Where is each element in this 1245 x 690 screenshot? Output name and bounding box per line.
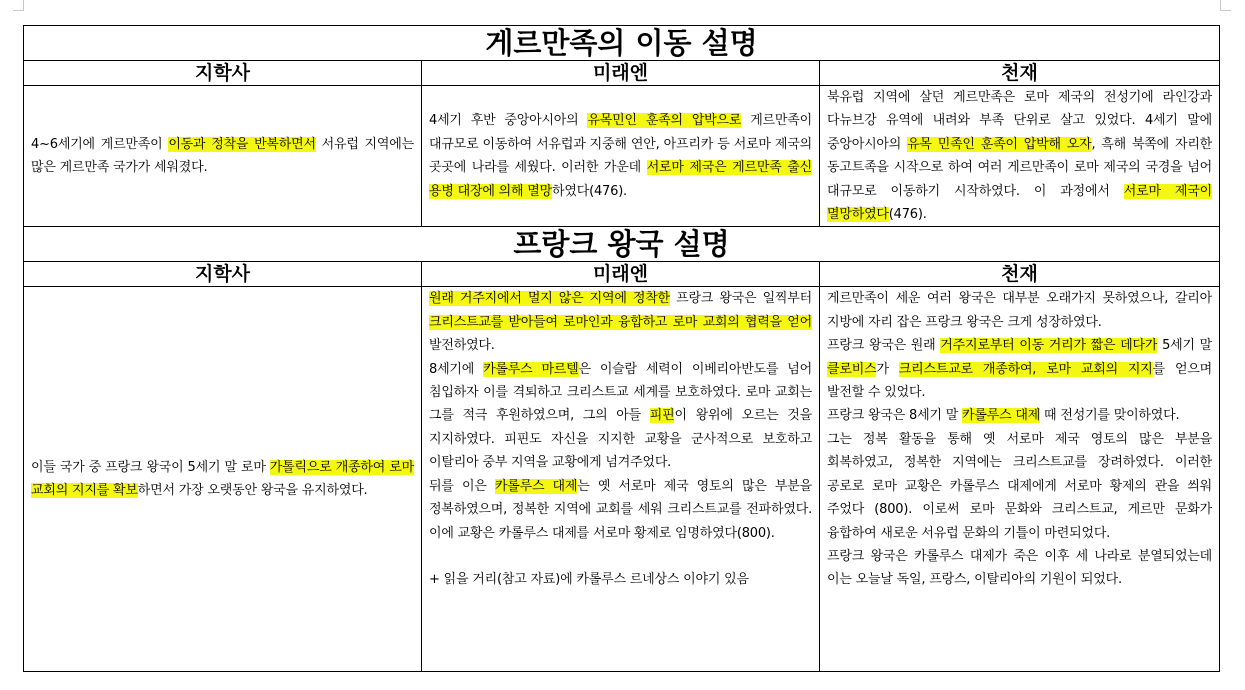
highlighted-text: 서로마 제국이 멸망하였다 <box>827 183 1213 223</box>
text-run: 프랑크 왕국은 일찍부터 <box>669 291 812 307</box>
text-run: 게르만족이 대규모로 이동하여 서유럽과 지중해 연안, 아프리카 등 서로마 제국의 곳곳에 나라를 세웠다. 이러한 가운데 <box>429 113 812 176</box>
highlighted-text: 피핀 <box>649 408 675 424</box>
text-cell-miraen <box>422 287 820 672</box>
column-header-cheonjae: 천재 <box>820 262 1220 287</box>
text-cell-jihaksa <box>24 287 422 672</box>
section-title-frankish-kingdom: 프랑크 왕국 설명 <box>24 227 1220 262</box>
text-run: (476). <box>888 207 927 223</box>
page-corner-mark <box>1220 0 1231 11</box>
text-run: 하면서 가장 오랫동안 왕국을 유지하였다. <box>137 483 368 499</box>
column-header-jihaksa: 지학사 <box>24 262 422 287</box>
text-run: 를 얻으며 발전할 수 있었다. <box>827 361 1213 401</box>
paragraph <box>429 287 812 357</box>
comparison-table <box>23 25 1220 672</box>
text-cell-jihaksa <box>24 86 422 227</box>
highlighted-text: 카롤루스 마르텔 <box>483 361 579 377</box>
text-run: 발전하였다. <box>429 338 495 354</box>
paragraph <box>429 568 812 591</box>
column-header-miraen: 미래엔 <box>422 61 820 86</box>
text-run: 8세기에 <box>429 361 484 377</box>
text-run: 프랑크 왕국은 카롤루스 대제가 죽은 이후 세 나라로 분열되었는데 이는 오늘날 독일, 프랑스, 이탈리아의 기원이 되었다. <box>827 548 1213 588</box>
text-run: 이들 국가 중 프랑크 왕국이 5세기 말 로마 <box>31 460 270 476</box>
text-cell-cheonjae <box>820 86 1220 227</box>
highlighted-text: 카롤루스 대제 <box>962 408 1041 424</box>
text-run: 게르만족이 세운 여러 왕국은 대부분 오래가지 못하였으나, 갈리아 지방에 자리 잡은 프랑크 왕국은 크게 성장하였다. <box>827 291 1213 330</box>
text-run: 프랑크 왕국은 원래 <box>827 338 941 354</box>
highlighted-text: 서로마 제국은 게르만족 출신 용병 대장에 의해 멸망 <box>429 160 813 199</box>
paragraph <box>429 545 812 568</box>
column-header-miraen: 미래엔 <box>422 262 820 287</box>
text-run: 5세기 말 <box>1157 338 1213 354</box>
paragraph <box>429 358 812 475</box>
highlighted-text: 카롤루스 대제 <box>494 478 578 494</box>
highlighted-text: 가톨릭으로 개종하여 로마 교회의 지지를 확보 <box>31 460 414 499</box>
highlighted-text: 이동과 정착을 반복하면서 <box>168 136 316 152</box>
text-run: 그는 정복 활동을 통해 옛 서로마 제국 영토의 많은 부분을 회복하였고, 정복한 지역에는 크리스트교를 장려하였다. 이러한 공로로 로마 교황은 카롤루스 대제에게 서로마 황제의 관을 씌워 주었다 (800). 이로써 로마 문화와 크리스트교, 게르만 문화가 융합하여 새로운 서유럽 문화의 기틀이 마련되었다. <box>827 431 1213 541</box>
text-run: , 흑해 북쪽에 자리한 동고트족을 시작으로 하여 여러 게르만족이 로마 제국의 국경을 넘어 대규모로 이동하기 시작하였다. 이 과정에서 <box>827 136 1213 199</box>
column-header-jihaksa: 지학사 <box>24 61 422 86</box>
text-run: 뒤를 이은 <box>429 478 495 494</box>
paragraph <box>429 109 812 203</box>
text-run: 4세기 후반 중앙아시아의 <box>429 113 588 129</box>
paragraph <box>31 133 414 180</box>
highlighted-text: 크리스트교로 개종하여, 로마 교회의 지지 <box>898 361 1153 377</box>
text-run: 이 왕위에 오르는 것을 지지하였다. 피핀도 자신을 지지한 교황을 군사적으로 보호하고 이탈리아 중부 지역을 교황에게 넘겨주었다. <box>429 408 812 471</box>
paragraph <box>827 428 1212 545</box>
highlighted-text: 거주지로부터 이동 거리가 짧은 데다가 <box>940 338 1158 354</box>
text-run: 프랑크 왕국은 8세기 말 <box>827 408 963 424</box>
text-run: 가 <box>876 361 899 377</box>
highlighted-text: 클로비스 <box>827 361 877 377</box>
paragraph <box>827 334 1212 404</box>
paragraph <box>827 287 1212 334</box>
paragraph <box>429 475 812 545</box>
column-header-cheonjae: 천재 <box>820 61 1220 86</box>
text-run: 서유럽 지역에는 많은 게르만족 국가가 세워졌다. <box>31 136 414 176</box>
highlighted-text: 유목민인 훈족의 압박으로 <box>587 113 742 129</box>
highlighted-text: 크리스트교를 받아들여 로마인과 융합하고 로마 교회의 협력을 얻어 <box>429 314 812 330</box>
paragraph <box>827 545 1212 592</box>
page-corner-mark <box>13 0 24 11</box>
paragraph <box>31 456 414 503</box>
text-run: 북유럽 지역에 살던 게르만족은 로마 제국의 전성기에 라인강과 다뉴브강 유역에 내려와 부족 단위로 살고 있었다. 4세기 말에 중앙아시아의 <box>827 90 1213 152</box>
text-run: 하였다(476). <box>552 183 627 199</box>
text-cell-cheonjae <box>820 287 1220 672</box>
paragraph <box>827 404 1212 427</box>
text-run: 때 전성기를 맞이하였다. <box>1040 408 1180 424</box>
paragraph <box>827 86 1212 226</box>
text-cell-miraen <box>422 86 820 227</box>
text-run: + 읽을 거리(참고 자료)에 카롤루스 르네상스 이야기 있음 <box>429 571 749 587</box>
highlighted-text: 유목 민족인 훈족이 압박해 오자 <box>907 136 1092 152</box>
text-run: 4~6세기에 게르만족이 <box>31 136 169 152</box>
text-run: 는 옛 서로마 제국 영토의 많은 부분을 정복하였으며, 정복한 지역에 교회를 세워 크리스트교를 전파하였다. 이에 교황은 카롤루스 대제를 서로마 황제로 임명하였다(800). <box>429 478 812 541</box>
section-title-germanic-migration: 게르만족의 이동 설명 <box>24 26 1220 61</box>
highlighted-text: 원래 거주지에서 멀지 않은 지역에 정착한 <box>429 291 670 307</box>
text-run: 은 이슬람 세력이 이베리아반도를 넘어 침입하자 이를 격퇴하고 크리스트교 세계를 보호하였다. 로마 교회는 그를 적극 후원하였으며, 그의 아들 <box>429 361 812 424</box>
